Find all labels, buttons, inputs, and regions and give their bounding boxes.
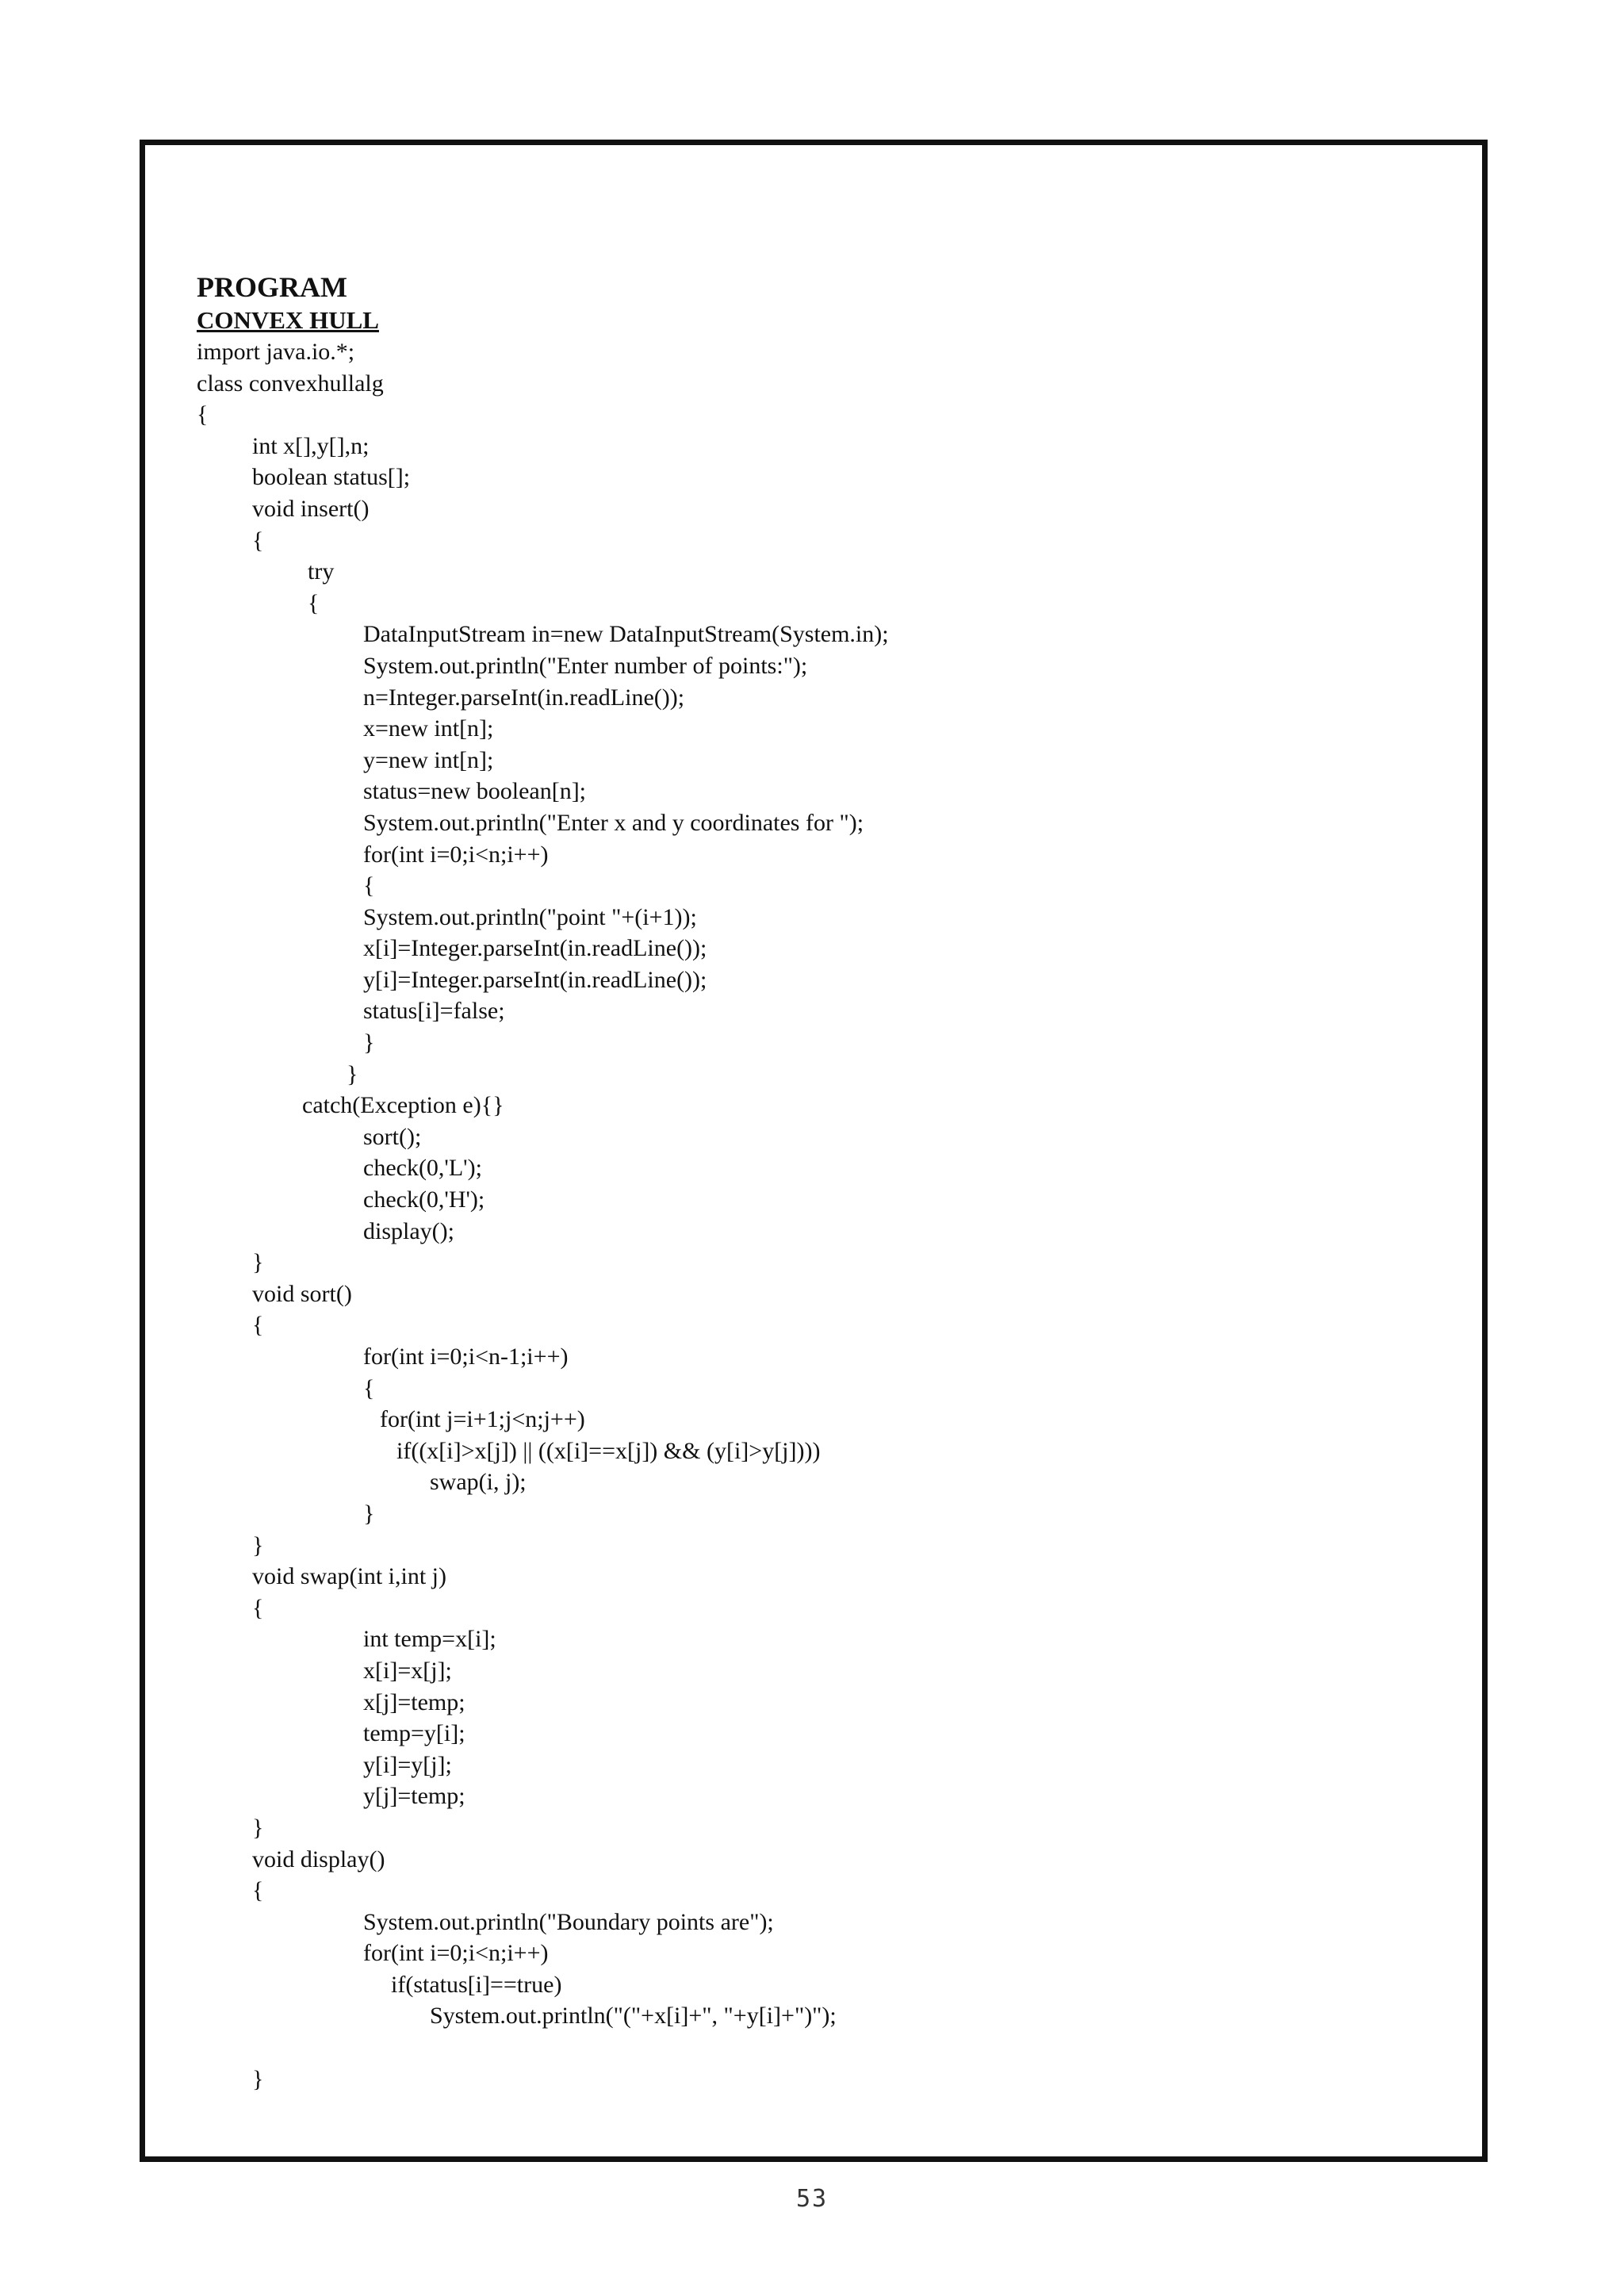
code-line: { [252, 527, 264, 554]
code-line: } [363, 1500, 375, 1527]
code-line: check(0,'L'); [363, 1155, 482, 1182]
code-line [197, 2032, 1434, 2064]
code-line: n=Integer.parseInt(in.readLine()); [363, 684, 685, 711]
code-line: swap(i, j); [430, 1469, 527, 1496]
code-line: void display() [252, 1846, 385, 1872]
code-line: check(0,'H'); [363, 1186, 485, 1213]
code-line: { [363, 872, 375, 899]
program-heading: PROGRAM [197, 271, 347, 303]
code-line: { [252, 1312, 264, 1339]
code-line: } [252, 2065, 264, 2092]
code-line: temp=y[i]; [363, 1720, 465, 1747]
code-line: status[i]=false; [363, 998, 505, 1025]
code-line: } [252, 1249, 264, 1276]
code-line: display(); [363, 1217, 454, 1244]
code-line: y=new int[n]; [363, 746, 494, 773]
code-line: class convexhullalg [197, 370, 384, 397]
code-line: void sort() [252, 1280, 352, 1307]
code-line: if((x[i]>x[j]) || ((x[i]==x[j]) && (y[i]>y[j]))) [396, 1437, 821, 1464]
code-listing [197, 336, 1434, 2095]
code-line: { [197, 401, 209, 428]
code-line: try [308, 558, 335, 585]
code-line: x[i]=Integer.parseInt(in.readLine()); [363, 935, 707, 962]
code-line: } [252, 1814, 264, 1841]
code-line: { [252, 1877, 264, 1904]
code-line: x[j]=temp; [363, 1688, 465, 1715]
code-line: void swap(int i,int j) [252, 1563, 446, 1590]
code-line: void insert() [252, 495, 370, 522]
program-title: CONVEX HULL [197, 306, 379, 334]
code-line: if(status[i]==true) [391, 1971, 562, 1998]
code-line: for(int i=0;i<n;i++) [363, 1940, 549, 1967]
code-line: { [252, 1594, 264, 1621]
code-line: for(int i=0;i<n;i++) [363, 841, 549, 868]
code-line: for(int i=0;i<n-1;i++) [363, 1343, 569, 1370]
code-line: System.out.println("("+x[i]+", "+y[i]+")"); [430, 2003, 837, 2030]
code-line: System.out.println("Enter x and y coordinates for "); [363, 809, 864, 836]
code-line: for(int j=i+1;j<n;j++) [380, 1406, 585, 1433]
code-line: } [252, 1531, 264, 1558]
code-line: } [347, 1060, 358, 1087]
code-line: y[i]=y[j]; [363, 1751, 452, 1778]
page-number: 53 [795, 2185, 829, 2213]
code-line: import java.io.*; [197, 339, 355, 365]
code-line: y[j]=temp; [363, 1783, 465, 1810]
code-line: sort(); [363, 1123, 422, 1150]
code-line: } [363, 1029, 375, 1056]
code-line: x[i]=x[j]; [363, 1657, 452, 1684]
code-line: DataInputStream in=new DataInputStream(System.in); [363, 621, 889, 648]
code-line: x=new int[n]; [363, 715, 494, 742]
document-content [197, 270, 1434, 2095]
code-line: System.out.println("Boundary points are"); [363, 1908, 774, 1935]
code-line: { [308, 589, 320, 616]
code-line: int x[],y[],n; [252, 432, 370, 459]
code-line: catch(Exception e){} [302, 1092, 504, 1119]
code-line: System.out.println("point "+(i+1)); [363, 903, 697, 930]
code-line: int temp=x[i]; [363, 1626, 496, 1653]
code-line: System.out.println("Enter number of points:"); [363, 652, 808, 679]
code-line: boolean status[]; [252, 464, 411, 491]
code-line: { [363, 1374, 375, 1401]
code-line: status=new boolean[n]; [363, 778, 587, 805]
code-line: y[i]=Integer.parseInt(in.readLine()); [363, 966, 707, 993]
